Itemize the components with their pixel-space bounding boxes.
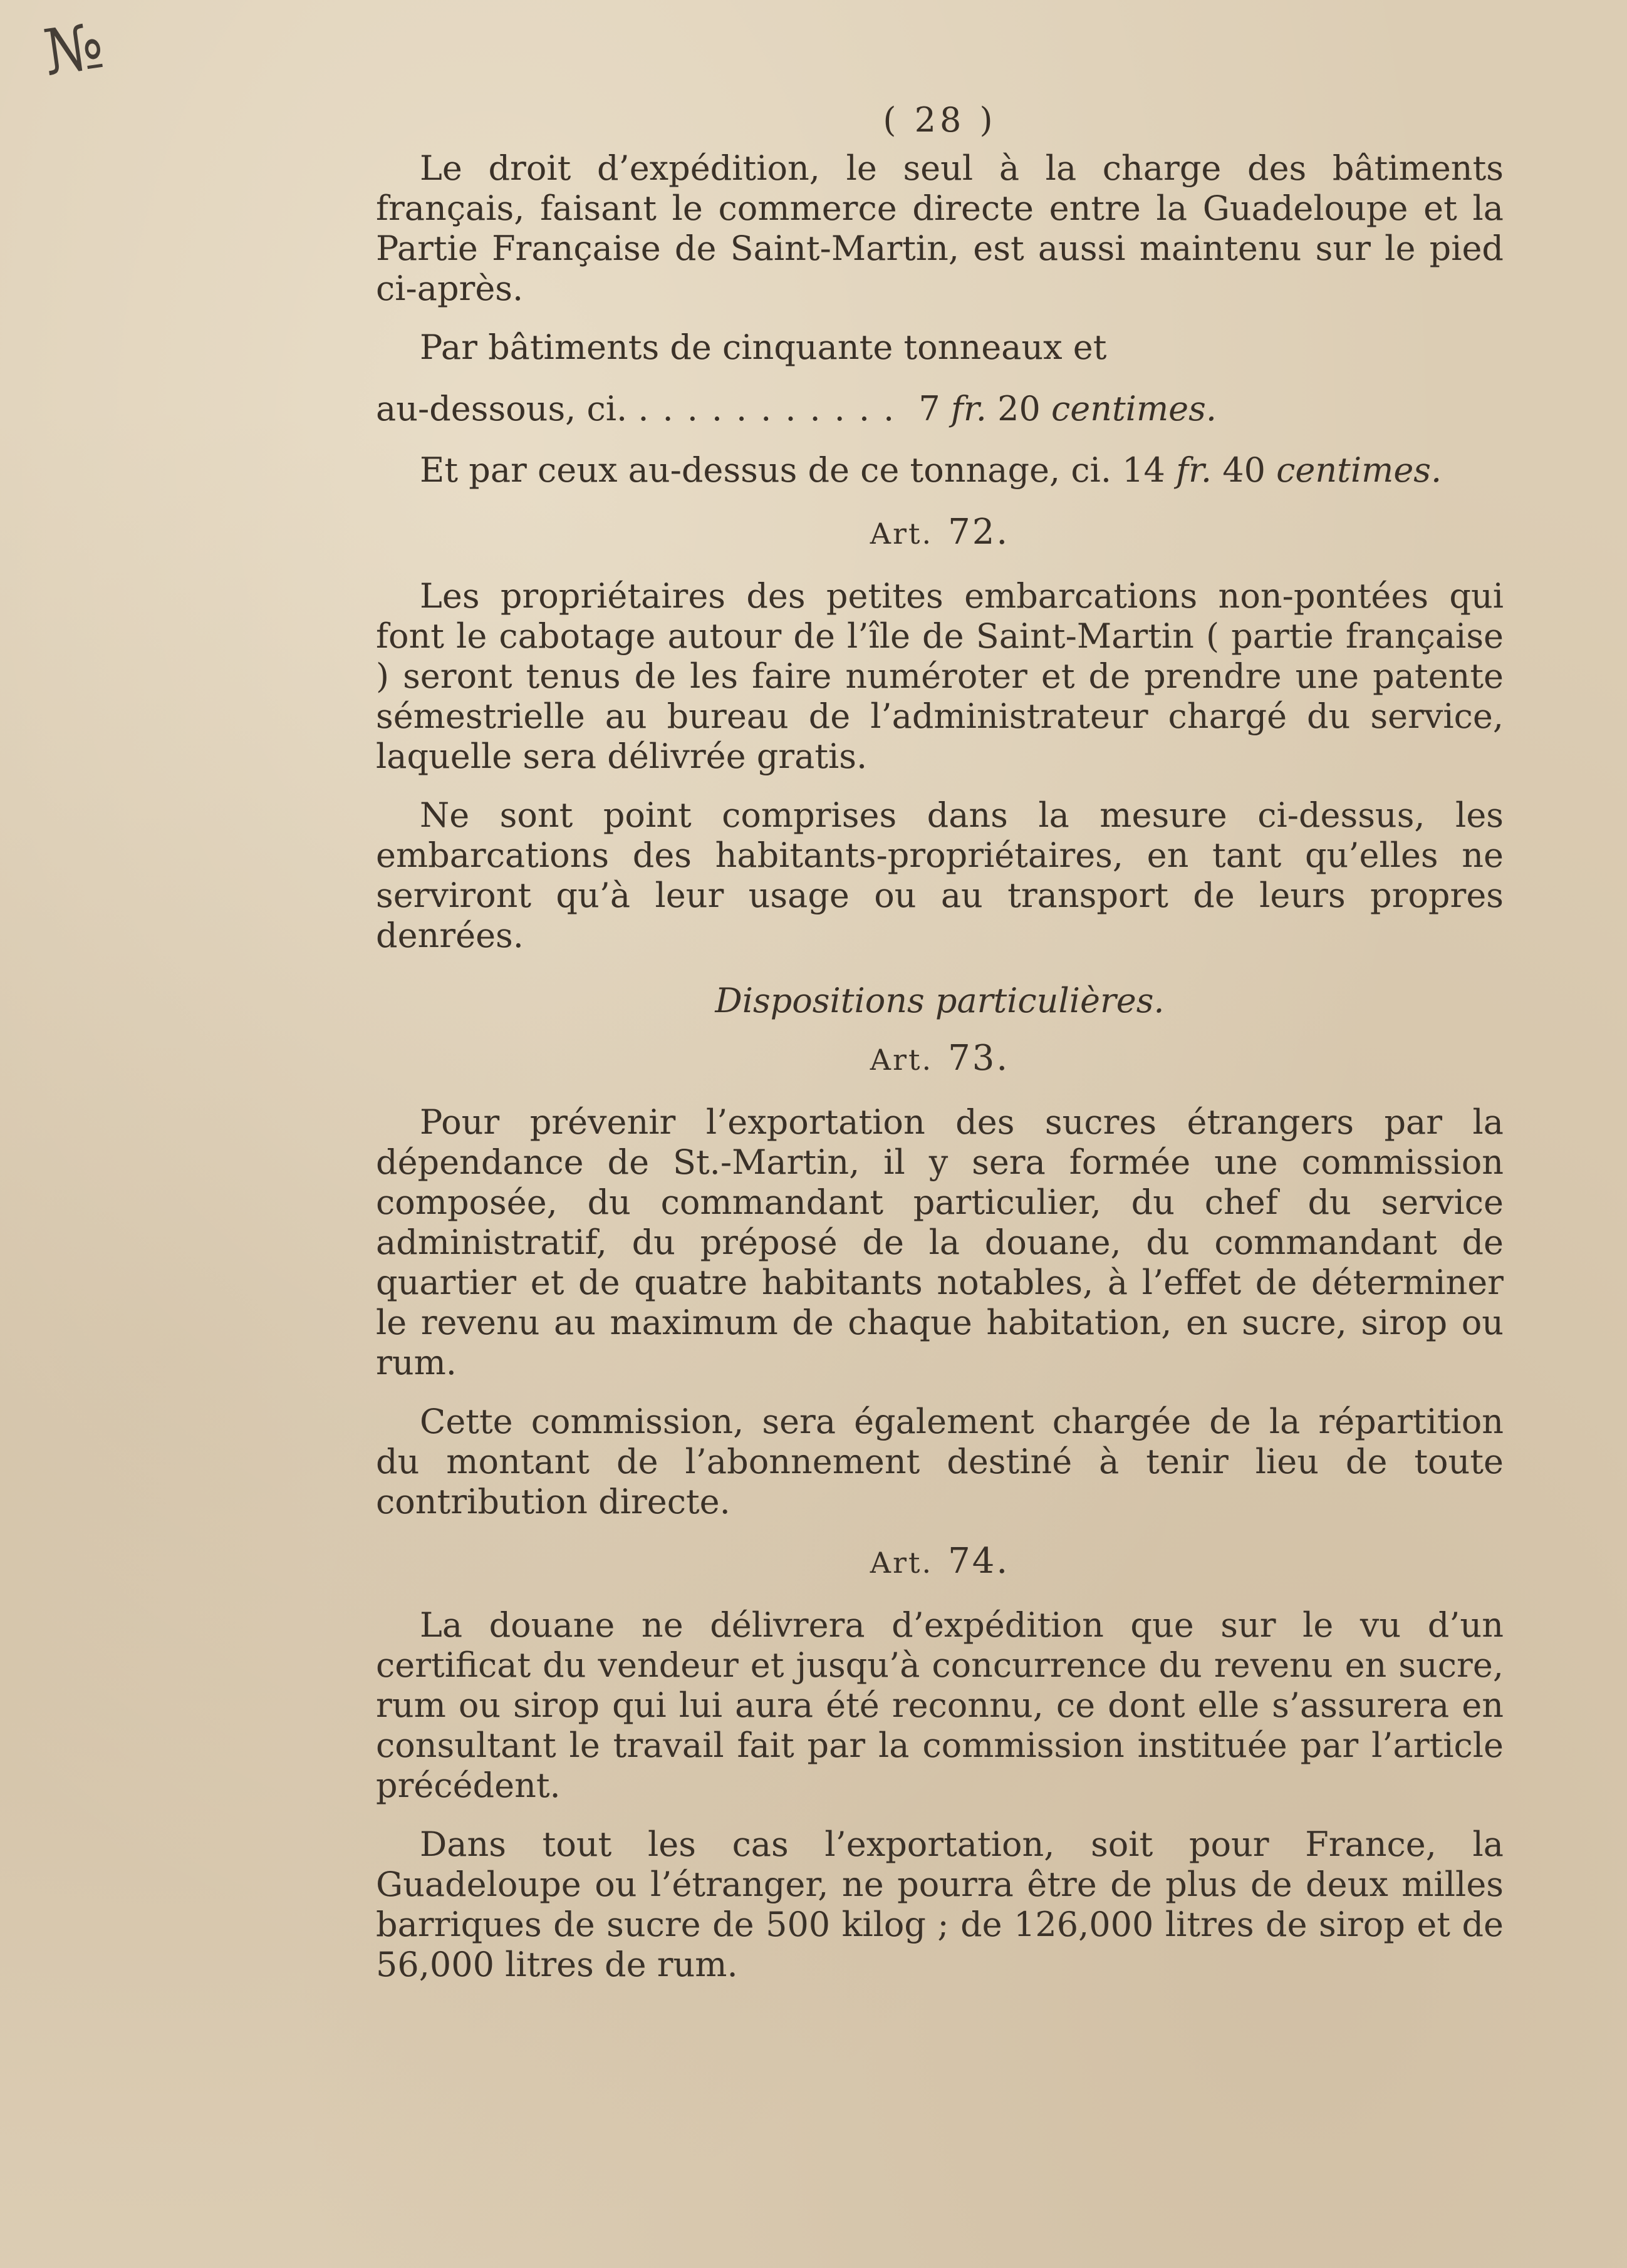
tariff-line-3-label: Et par ceux au-dessus de ce tonnage, ci. — [420, 450, 1111, 490]
article-74-number: 74. — [948, 1541, 1010, 1582]
tariff-line-3 — [376, 450, 1504, 490]
article-73-heading — [376, 1038, 1504, 1079]
article-74-paragraph-1: La douane ne délivrera d’expédition que sur le vu d’un certificat du vendeur et jusqu’à concurrence du revenu en sucre, rum ou sirop qui lui aura été reconnu, ce dont elle s’assurera en consultant le travail fait par la commission instituée par l’article précédent. — [376, 1605, 1504, 1805]
tariff-line-1: Par bâtiments de cinquante tonneaux et — [420, 328, 1107, 367]
article-72-paragraph-2: Ne sont point comprises dans la mesure ci-dessus, les embarcations des habitants-propriétaires, en tant qu’elles ne serviront qu’à leur usage ou au transport de leurs propres denrées. — [376, 795, 1504, 955]
tariff-line-2-label: au-dessous, ci. — [376, 389, 628, 428]
intro-paragraph: Le droit d’expédition, le seul à la charge des bâtiments français, faisant le commerce directe entre la Guadeloupe et la Partie Française de Saint-Martin, est aussi maintenu sur le pied ci-après. — [376, 148, 1504, 308]
tariff-line-3-value: 14 — [1122, 450, 1165, 490]
tariff-line-2 — [376, 389, 1504, 429]
tariff-line-3-fr: fr. — [1176, 450, 1212, 490]
article-73-label: Art. — [870, 1043, 933, 1077]
article-72-label: Art. — [870, 517, 933, 551]
article-73-paragraph-2: Cette commission, sera également chargée de la répartition du montant de l’abonnement destiné à tenir lieu de toute contribution directe. — [376, 1402, 1504, 1521]
article-74-paragraph-2: Dans tout les cas l’exportation, soit pour France, la Guadeloupe ou l’étranger, ne pourra être de plus de deux milles barriques de sucre de 500 kilog ; de 126,000 litres de sirop et de 56,000 litres de rum. — [376, 1825, 1504, 1984]
article-72-paragraph-1: Les propriétaires des petites embarcations non-pontées qui font le cabotage autour de l’île de Saint-Martin ( partie française ) seront tenus de les faire numéroter et de prendre une patente sémestrielle au bureau de l’administrateur chargé du service, laquelle sera délivrée gratis. — [376, 576, 1504, 776]
dispositions-title: Dispositions particulières. — [715, 981, 1165, 1020]
tariff-line-2-cent-value: 20 — [997, 389, 1041, 428]
article-72-number: 72. — [948, 512, 1010, 552]
tariff-line-2-value: 7 — [918, 389, 940, 428]
article-72-heading — [376, 512, 1504, 552]
tariff-line-2-dots: ........... — [638, 389, 908, 428]
article-74-label: Art. — [870, 1546, 933, 1580]
page-number: ( 28 ) — [883, 100, 997, 140]
tariff-line-3-cent-value: 40 — [1222, 450, 1266, 490]
handwritten-mark: № — [39, 8, 108, 90]
article-73-number: 73. — [948, 1038, 1010, 1079]
tariff-line-2-fr: fr. — [950, 389, 987, 428]
document-page — [376, 94, 1504, 2004]
article-73-paragraph-1: Pour prévenir l’exportation des sucres étrangers par la dépendance de St.-Martin, il y sera formée une commission composée, du commandant particulier, du chef du service administratif, du préposé de la douane, du commandant de quartier et de quatre habitants notables, à l’effet de déterminer le revenu au maximum de chaque habitation, en sucre, sirop ou rum. — [376, 1102, 1504, 1382]
tariff-line-2-cent: centimes. — [1051, 389, 1217, 428]
article-74-heading — [376, 1541, 1504, 1582]
tariff-line-3-cent: centimes. — [1276, 450, 1442, 490]
